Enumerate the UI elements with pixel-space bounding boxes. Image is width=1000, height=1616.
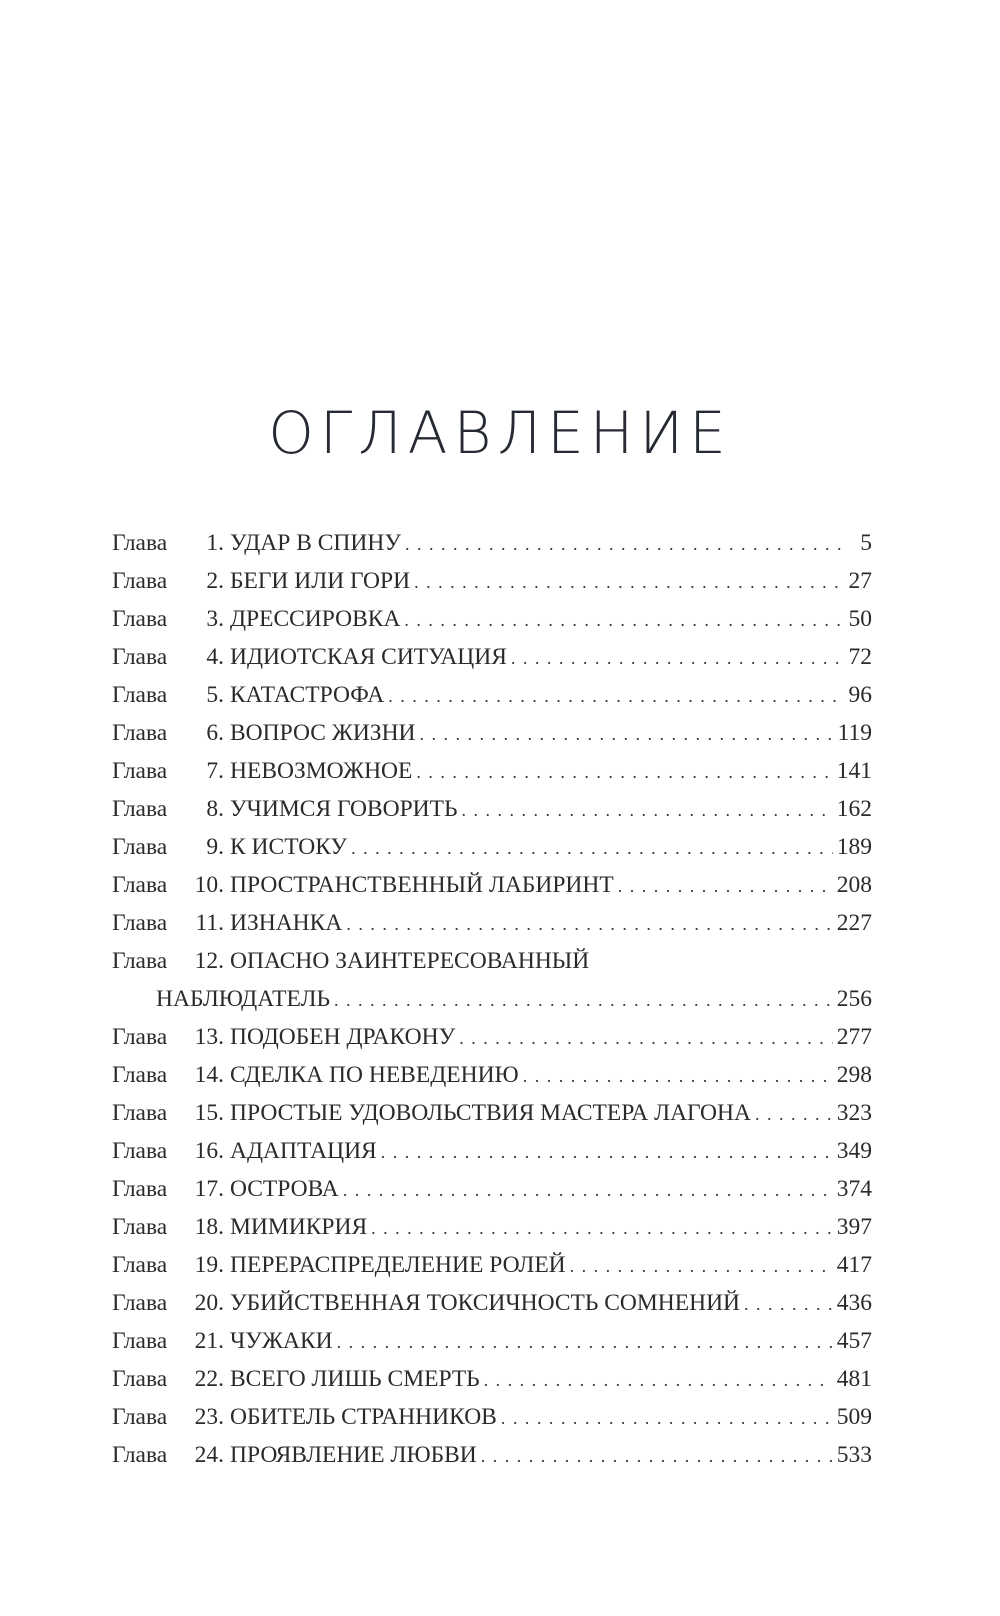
chapter-prefix (112, 872, 224, 899)
chapter-number: 9. (206, 834, 224, 860)
chapter-number: 3. (206, 606, 224, 632)
toc-entry (112, 644, 872, 682)
chapter-title: ВСЕГО ЛИШЬ СМЕРТЬ (230, 1366, 480, 1392)
chapter-word: Глава (112, 796, 168, 822)
dot-leader (570, 1256, 833, 1277)
chapter-number: 17. (194, 1176, 224, 1202)
chapter-number: 23. (194, 1404, 224, 1430)
chapter-prefix (112, 568, 224, 595)
chapter-prefix (112, 720, 224, 747)
toc-entry (112, 568, 872, 606)
chapter-title: КАТАСТРОФА (230, 682, 385, 708)
chapter-title: ПРОЯВЛЕНИЕ ЛЮБВИ (230, 1442, 477, 1468)
chapter-number: 16. (194, 1138, 224, 1164)
toc-entry (112, 796, 872, 834)
dot-leader (755, 1104, 833, 1125)
toc-entry (112, 682, 872, 720)
chapter-title: К ИСТОКУ (230, 834, 348, 860)
chapter-prefix (112, 1138, 224, 1165)
chapter-title: НАБЛЮДАТЕЛЬ (156, 986, 330, 1012)
page-number: 208 (836, 872, 872, 898)
chapter-title: УБИЙСТВЕННАЯ ТОКСИЧНОСТЬ СОМНЕНИЙ (230, 1290, 741, 1316)
toc-entry (112, 910, 872, 948)
chapter-number: 22. (194, 1366, 224, 1392)
chapter-title: ВОПРОС ЖИЗНИ (230, 720, 416, 746)
dot-leader (523, 1066, 833, 1087)
dot-leader (405, 534, 842, 555)
toc-entry (112, 872, 872, 910)
toc-entry (112, 1328, 872, 1366)
chapter-number: 20. (194, 1290, 224, 1316)
chapter-prefix (112, 1290, 224, 1317)
chapter-word: Глава (112, 1290, 168, 1316)
toc-list (112, 530, 872, 1480)
dot-leader (484, 1370, 833, 1391)
chapter-prefix (112, 530, 224, 557)
dot-leader (481, 1446, 833, 1467)
chapter-prefix (112, 1442, 224, 1469)
page-number: 397 (836, 1214, 872, 1240)
chapter-title: ПРОСТРАНСТВЕННЫЙ ЛАБИРИНТ (230, 872, 614, 898)
chapter-prefix (112, 1176, 224, 1203)
chapter-number: 5. (206, 682, 224, 708)
chapter-word: Глава (112, 1062, 168, 1088)
chapter-prefix (112, 606, 224, 633)
toc-entry (112, 1290, 872, 1328)
page-number: 227 (836, 910, 872, 936)
page-number: 533 (836, 1442, 872, 1468)
page-number: 417 (836, 1252, 872, 1278)
toc-entry-line (112, 948, 872, 986)
chapter-number: 4. (206, 644, 224, 670)
page-number: 5 (860, 530, 872, 556)
page-number: 119 (837, 720, 872, 746)
chapter-title: ПОДОБЕН ДРАКОНУ (230, 1024, 456, 1050)
page-number: 256 (836, 986, 872, 1012)
toc-entry (112, 1442, 872, 1480)
chapter-number: 10. (194, 872, 224, 898)
toc-entry (112, 720, 872, 758)
page-number: 189 (836, 834, 872, 860)
chapter-word: Глава (112, 910, 168, 936)
dot-leader (334, 990, 833, 1011)
chapter-number: 2. (206, 568, 224, 594)
chapter-number: 19. (194, 1252, 224, 1278)
toc-entry (112, 530, 872, 568)
chapter-prefix (112, 758, 224, 785)
toc-entry (112, 1252, 872, 1290)
chapter-number: 11. (195, 910, 224, 936)
toc-entry (112, 834, 872, 872)
chapter-prefix (112, 682, 224, 709)
dot-leader (501, 1408, 833, 1429)
chapter-prefix (112, 1328, 224, 1355)
chapter-title: ЧУЖАКИ (230, 1328, 333, 1354)
toc-entry (112, 1176, 872, 1214)
chapter-title: УЧИМСЯ ГОВОРИТЬ (230, 796, 458, 822)
chapter-word: Глава (112, 1024, 168, 1050)
chapter-word: Глава (112, 1252, 168, 1278)
chapter-word: Глава (112, 834, 168, 860)
dot-leader (346, 914, 832, 935)
chapter-prefix (112, 1252, 224, 1279)
dot-leader (420, 724, 834, 745)
chapter-title: ОБИТЕЛЬ СТРАННИКОВ (230, 1404, 497, 1430)
toc-entry (112, 1024, 872, 1062)
chapter-number: 21. (194, 1328, 224, 1354)
page-number: 457 (836, 1328, 872, 1354)
chapter-title: СДЕЛКА ПО НЕВЕДЕНИЮ (230, 1062, 519, 1088)
page-number: 481 (836, 1366, 872, 1392)
chapter-number: 13. (194, 1024, 224, 1050)
chapter-prefix (112, 1366, 224, 1393)
toc-entry (112, 758, 872, 796)
chapter-word: Глава (112, 720, 168, 746)
chapter-title: ОСТРОВА (230, 1176, 339, 1202)
chapter-word: Глава (112, 530, 168, 556)
chapter-prefix (112, 1404, 224, 1431)
chapter-word: Глава (112, 1404, 168, 1430)
chapter-number: 6. (206, 720, 224, 746)
dot-leader (459, 1028, 833, 1049)
chapter-title: НЕВОЗМОЖНОЕ (230, 758, 413, 784)
page-number: 141 (836, 758, 872, 784)
toc-entry-line (112, 986, 872, 1024)
toc-entry (112, 1214, 872, 1252)
chapter-prefix (112, 644, 224, 671)
chapter-word: Глава (112, 1328, 168, 1354)
chapter-number: 12. (194, 948, 224, 974)
chapter-prefix (112, 1100, 224, 1127)
page-number: 96 (848, 682, 872, 708)
chapter-title: ПРОСТЫЕ УДОВОЛЬСТВИЯ МАСТЕРА ЛАГОНА (230, 1100, 751, 1126)
chapter-word: Глава (112, 1366, 168, 1392)
dot-leader (511, 648, 842, 669)
dot-leader (371, 1218, 833, 1239)
chapter-number: 15. (194, 1100, 224, 1126)
dot-leader (343, 1180, 833, 1201)
chapter-number: 7. (206, 758, 224, 784)
chapter-number: 8. (206, 796, 224, 822)
dot-leader (462, 800, 833, 821)
chapter-number: 1. (206, 530, 224, 556)
chapter-prefix (112, 1024, 224, 1051)
toc-entry (112, 1062, 872, 1100)
dot-leader (618, 876, 833, 897)
chapter-title: УДАР В СПИНУ (230, 530, 401, 556)
chapter-word: Глава (112, 682, 168, 708)
page-number: 277 (836, 1024, 872, 1050)
chapter-title: ПЕРЕРАСПРЕДЕЛЕНИЕ РОЛЕЙ (230, 1252, 566, 1278)
toc-entry (112, 1366, 872, 1404)
dot-leader (388, 686, 842, 707)
page-number: 509 (836, 1404, 872, 1430)
chapter-title: ОПАСНО ЗАИНТЕРЕСОВАННЫЙ (230, 948, 590, 974)
dot-leader (414, 572, 842, 593)
page-number: 374 (836, 1176, 872, 1202)
chapter-word: Глава (112, 568, 168, 594)
chapter-word: Глава (112, 1100, 168, 1126)
chapter-word: Глава (112, 872, 168, 898)
dot-leader (381, 1142, 833, 1163)
chapter-prefix (112, 1062, 224, 1089)
chapter-number: 18. (194, 1214, 224, 1240)
page-number: 349 (836, 1138, 872, 1164)
dot-leader (404, 610, 842, 631)
chapter-title: БЕГИ ИЛИ ГОРИ (230, 568, 411, 594)
page-number: 298 (836, 1062, 872, 1088)
dot-leader (744, 1294, 833, 1315)
chapter-word: Глава (112, 1214, 168, 1240)
page-number: 162 (836, 796, 872, 822)
page-number: 323 (836, 1100, 872, 1126)
dot-leader (416, 762, 832, 783)
chapter-title: МИМИКРИЯ (230, 1214, 368, 1240)
dot-leader (351, 838, 833, 859)
toc-heading: ОГЛАВЛЕНИЕ (268, 399, 732, 467)
toc-entry (112, 1138, 872, 1176)
chapter-number: 14. (194, 1062, 224, 1088)
chapter-prefix (112, 796, 224, 823)
dot-leader (337, 1332, 833, 1353)
chapter-word: Глава (112, 1176, 168, 1202)
chapter-title: ИДИОТСКАЯ СИТУАЦИЯ (230, 644, 507, 670)
chapter-prefix (112, 834, 224, 861)
toc-entry (112, 1404, 872, 1442)
chapter-prefix (112, 910, 224, 937)
chapter-number: 24. (194, 1442, 224, 1468)
toc-entry (112, 606, 872, 644)
chapter-prefix (112, 1214, 224, 1241)
chapter-prefix (112, 948, 224, 975)
page-number: 72 (848, 644, 872, 670)
chapter-word: Глава (112, 948, 168, 974)
page-number: 50 (848, 606, 872, 632)
chapter-word: Глава (112, 1442, 168, 1468)
toc-entry (112, 948, 872, 1024)
chapter-word: Глава (112, 758, 168, 784)
chapter-title: ИЗНАНКА (230, 910, 343, 936)
page-number: 27 (848, 568, 872, 594)
chapter-word: Глава (112, 644, 168, 670)
toc-entry (112, 1100, 872, 1138)
chapter-word: Глава (112, 1138, 168, 1164)
chapter-title: АДАПТАЦИЯ (230, 1138, 377, 1164)
page-number: 436 (836, 1290, 872, 1316)
chapter-title: ДРЕССИРОВКА (230, 606, 401, 632)
chapter-word: Глава (112, 606, 168, 632)
